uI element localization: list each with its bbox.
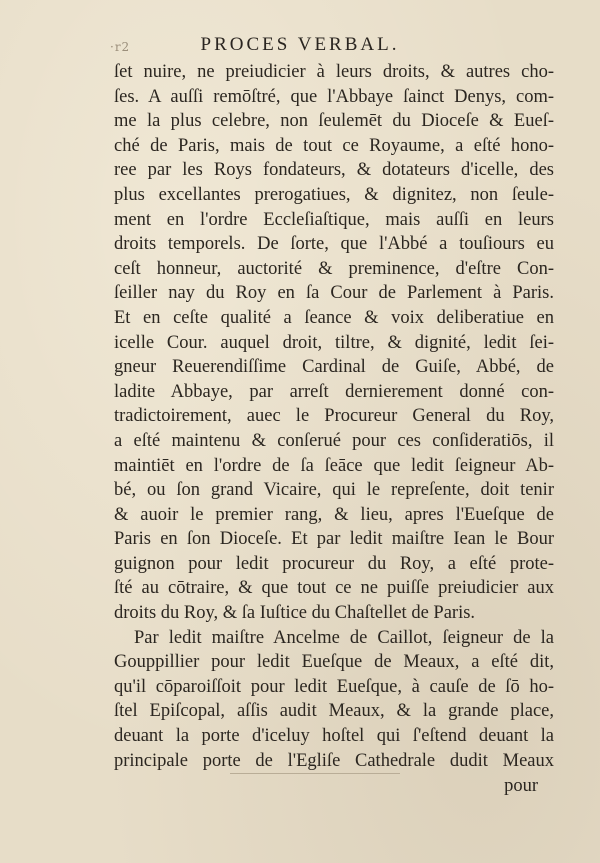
text-line: guignon pour ledit procureur du Roy, a eſté prote- xyxy=(114,553,554,574)
text-line: bé, ou ſon grand Vicaire, qui le repreſente, doit tenir xyxy=(114,480,554,501)
page-signature-mark: ·r2 xyxy=(110,40,131,54)
text-line: principale porte de l'Egliſe Cathedrale dudit Meaux xyxy=(114,750,554,771)
decorative-rule xyxy=(230,773,400,774)
text-line: a eſté maintenu & conſerué pour ces conſideratiōs, il xyxy=(114,430,554,451)
paragraph-start-line: Par ledit maiſtre Ancelme de Caillot, ſeigneur de la xyxy=(134,627,554,648)
text-line: ladite Abbaye, par arreſt dernierement donné con- xyxy=(114,381,554,402)
text-line: ſes. A auſſi remōſtré, que l'Abbaye ſainct Denys, com- xyxy=(114,86,554,107)
text-line: ree par les Roys fondateurs, & dotateurs d'icelle, des xyxy=(114,160,554,181)
text-line: ſet nuire, ne preiudicier à leurs droits, & autres cho- xyxy=(114,62,554,82)
text-line: ſeiller nay du Roy en ſa Cour de Parlement à Paris. xyxy=(114,283,554,304)
text-line: plus excellantes prerogatiues, & dignitez, non ſeule- xyxy=(114,184,554,205)
text-line: tradictoirement, auec le Procureur General du Roy, xyxy=(114,406,554,427)
text-line: & auoir le premier rang, & lieu, apres l'Eueſque de xyxy=(114,504,554,525)
catchword: pour xyxy=(504,776,538,796)
text-line: ment en l'ordre Eccleſiaſtique, mais auſſi en leurs xyxy=(114,209,554,230)
text-line: ſté au cōtraire, & que tout ce ne puiſſe preiudicier aux xyxy=(114,578,554,599)
text-line: ſtel Epiſcopal, aſſis audit Meaux, & la grande place, xyxy=(114,701,554,722)
text-line: qu'il cōparoiſſoit pour ledit Eueſque, à cauſe de ſō ho- xyxy=(114,676,554,697)
text-line: me la plus celebre, non ſeulemēt du Dioceſe & Eueſ- xyxy=(114,111,554,132)
text-line: icelle Cour. auquel droit, tiltre, & dignité, ledit ſei- xyxy=(114,332,554,353)
text-line: deuant la porte d'iceluy hoſtel qui ſ'eſtend deuant la xyxy=(114,726,554,747)
text-line: ché de Paris, mais de tout ce Royaume, a eſté hono- xyxy=(114,135,554,156)
text-line: droits temporels. De ſorte, que l'Abbé a touſiours eu xyxy=(114,234,554,255)
text-line: Gouppillier pour ledit Eueſque de Meaux, a eſté dit, xyxy=(114,652,554,673)
text-line: Paris en ſon Dioceſe. Et par ledit maiſtre Iean le Bour xyxy=(114,529,554,550)
text-line: maintiēt en l'ordre de ſa ſeāce que ledit ſeigneur Ab- xyxy=(114,455,554,476)
text-line: droits du Roy, & ſa Iuſtice du Chaſtellet de Paris. xyxy=(114,603,476,624)
body-text xyxy=(114,60,554,773)
text-line: gneur Reuerendiſſime Cardinal de Guiſe, Abbé, de xyxy=(114,357,554,378)
text-line: ceſt honneur, auctorité & preminence, d'eſtre Con- xyxy=(114,258,554,279)
text-line: Et en ceſte qualité a ſeance & voix deliberatiue en xyxy=(114,307,554,328)
running-head: PROCES VERBAL. xyxy=(200,34,400,55)
